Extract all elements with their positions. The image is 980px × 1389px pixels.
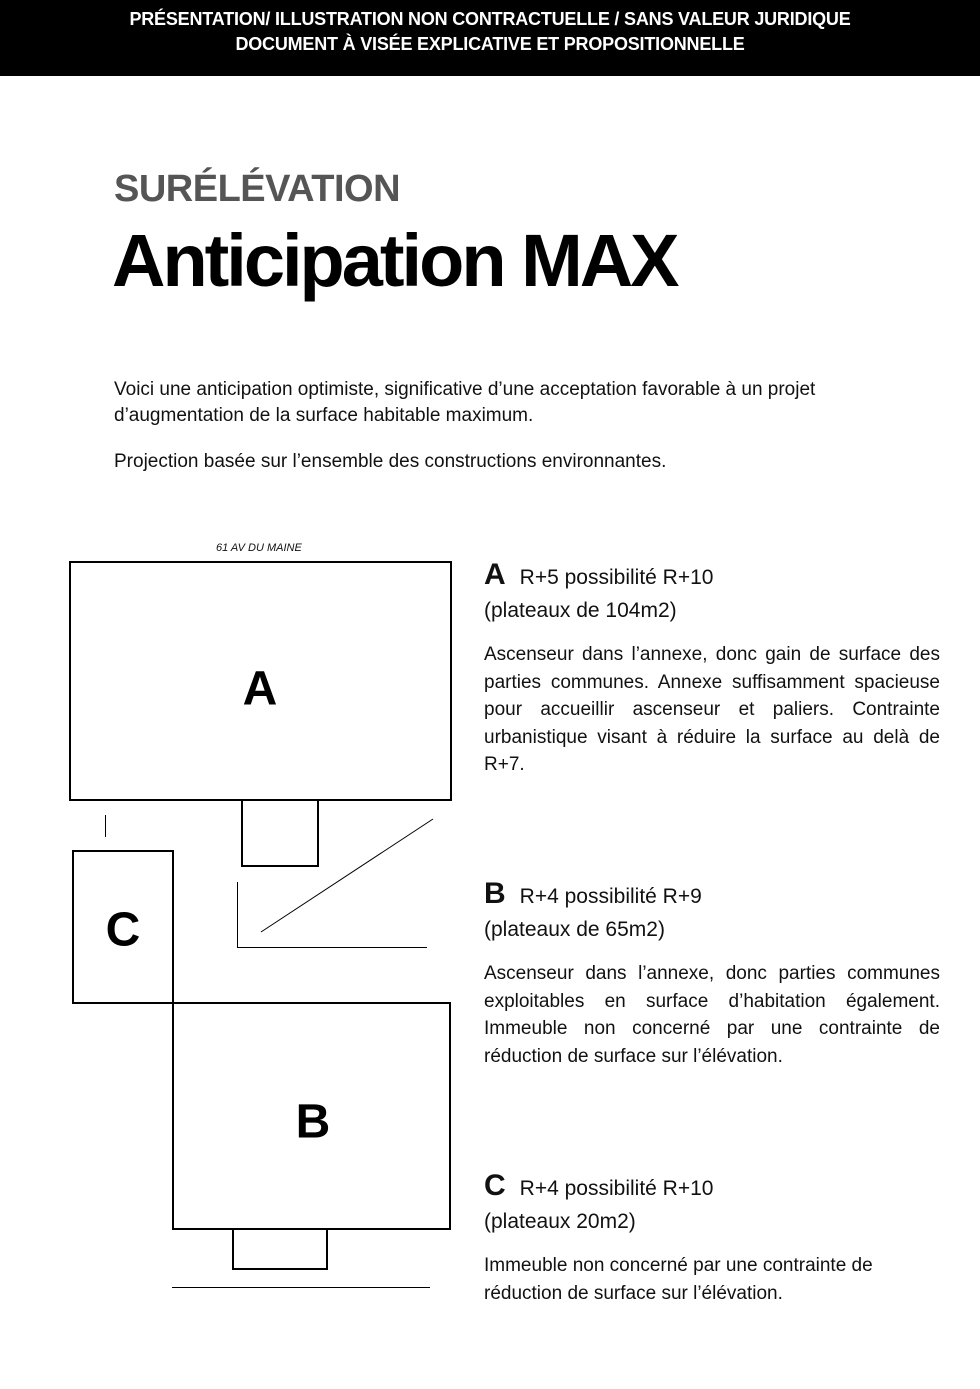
disclaimer-banner <box>0 0 980 76</box>
building-b-heading <box>484 877 940 914</box>
building-b-body: Ascenseur dans l’annexe, donc parties communes exploitables en surface d’habitation également. Immeuble non concerné par une contrainte de réduction de surface sur l’élévation. <box>484 963 940 1067</box>
intro-text <box>114 377 874 495</box>
building-a-letter: A <box>242 662 278 716</box>
disclaimer-line-2: DOCUMENT À VISÉE EXPLICATIVE ET PROPOSITIONNELLE <box>235 34 745 54</box>
building-a-heading-text: R+5 possibilité R+10 <box>519 566 714 589</box>
building-c-description <box>484 1169 940 1307</box>
building-c-heading-letter: C <box>484 1169 506 1202</box>
building-b-subheading: (plateaux de 65m2) <box>484 918 665 941</box>
building-b-letter: B <box>295 1095 331 1149</box>
page-kicker: SURÉLÉVATION <box>114 168 401 210</box>
building-a-heading <box>484 558 940 595</box>
building-b-description <box>484 877 940 1070</box>
disclaimer-line-1: PRÉSENTATION/ ILLUSTRATION NON CONTRACTUELLE / SANS VALEUR JURIDIQUE <box>129 9 851 29</box>
building-a-subheading: (plateaux de 104m2) <box>484 599 677 622</box>
building-c-heading-text: R+4 possibilité R+10 <box>519 1177 714 1200</box>
building-b-heading-text: R+4 possibilité R+9 <box>519 885 702 908</box>
building-a-body: Ascenseur dans l’annexe, donc gain de surface des parties communes. Annexe suffisamment spacieuse pour accueillir ascenseur et paliers. Contrainte urbanistique visant à réduire la surface au delà de R+7. <box>484 644 940 775</box>
building-b-heading-letter: B <box>484 877 506 910</box>
street-label: 61 AV DU MAINE <box>216 542 302 554</box>
site-plan <box>0 540 470 1320</box>
plan-baseline <box>172 1287 430 1288</box>
building-a-heading-letter: A <box>484 558 506 591</box>
building-c-heading <box>484 1169 940 1206</box>
intro-paragraph-1: Voici une anticipation optimiste, significative d’une acceptation favorable à un projet d’augmentation de la surface habitable maximum. <box>114 379 816 426</box>
intro-paragraph-2: Projection basée sur l’ensemble des constructions environnantes. <box>114 451 667 472</box>
building-b-annex <box>232 1228 328 1270</box>
building-c-subheading: (plateaux 20m2) <box>484 1210 636 1233</box>
building-a-description <box>484 558 940 779</box>
building-c-letter: C <box>105 903 141 957</box>
building-c-body: Immeuble non concerné par une contrainte de réduction de surface sur l’élévation. <box>484 1255 873 1304</box>
page-title: Anticipation MAX <box>112 219 677 302</box>
